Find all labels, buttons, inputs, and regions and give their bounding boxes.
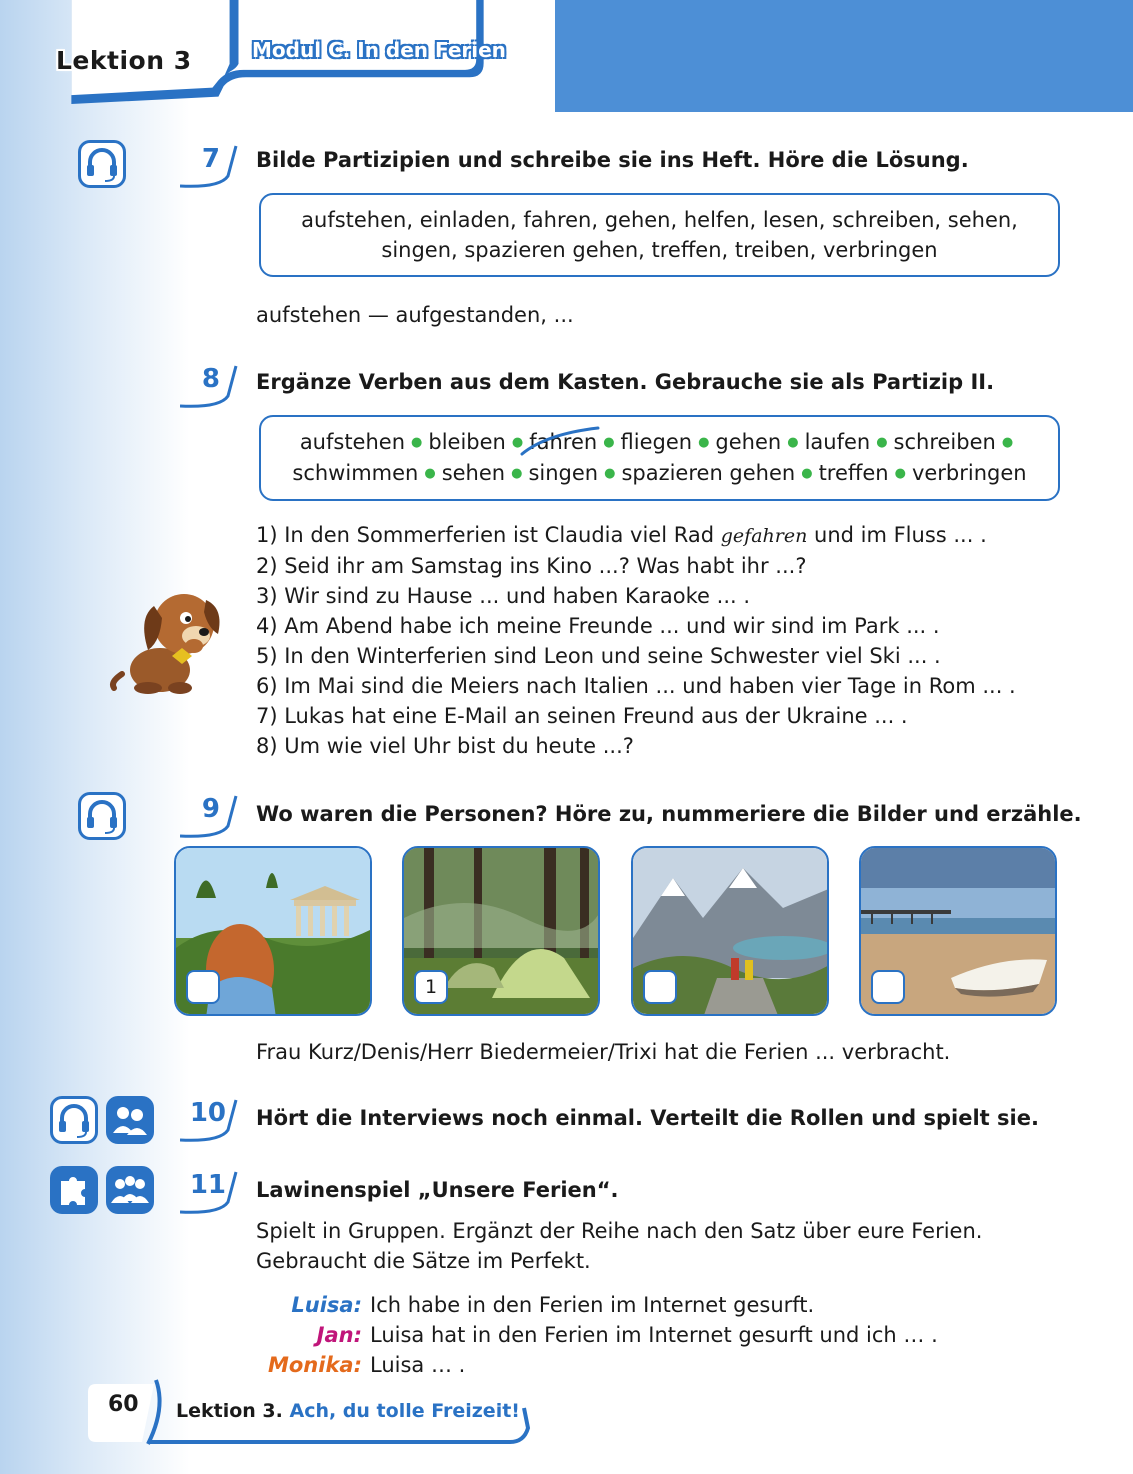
exercise-9-instruction: Wo waren die Personen? Höre zu, nummeriere die Bilder und erzähle. — [256, 802, 1082, 826]
exercise-11-text-line-1: Spielt in Gruppen. Ergänzt der Reihe nach den Satz über eure Ferien. — [256, 1219, 983, 1243]
word-box-item: sehen — [441, 461, 506, 485]
header-band — [555, 0, 1133, 112]
exercise-7-example: aufstehen — aufgestanden, ... — [256, 303, 574, 327]
photo-greece-ruins — [174, 846, 372, 1016]
word-box-item: singen — [528, 461, 599, 485]
group-work-icon — [106, 1166, 154, 1214]
photo-number-box[interactable] — [643, 970, 677, 1004]
pair-work-icon — [106, 1096, 154, 1144]
exercise-item-text: 2) Seid ihr am Samstag ins Kino ...? Was habt ihr ...? — [256, 554, 807, 578]
photo-mountains — [631, 846, 829, 1016]
exercise-item-text: und im Fluss ... . — [807, 523, 987, 547]
photo-forest-camping — [402, 846, 600, 1016]
exercise-item-text: 1) In den Sommerferien ist Claudia viel Rad — [256, 523, 721, 547]
word-box-bullet: ● — [511, 466, 523, 481]
exercise-8-instruction: Ergänze Verben aus dem Kasten. Gebrauche sie als Partizip II. — [256, 370, 995, 394]
exercise-7-number: 7 — [180, 142, 242, 190]
photo-number-box[interactable]: 1 — [414, 970, 448, 1004]
word-box-item: fliegen — [620, 430, 693, 454]
word-box-item: treffen — [818, 461, 889, 485]
left-margin-gradient — [0, 0, 190, 1474]
word-box-bullet: ● — [801, 466, 813, 481]
exercise-7-word-box — [259, 193, 1060, 277]
exercise-8-number: 8 — [180, 362, 242, 410]
dialog-text: Luisa … . — [370, 1353, 466, 1377]
exercise-7-instruction: Bilde Partizipien und schreibe sie ins Heft. Höre die Lösung. — [256, 148, 969, 172]
exercise-11-text-line-2: Gebraucht die Sätze im Perfekt. — [256, 1249, 591, 1273]
word-box-bullet: ● — [424, 466, 436, 481]
photo-number-box[interactable] — [871, 970, 905, 1004]
photo-beach-boat — [859, 846, 1057, 1016]
word-box-bullet: ● — [411, 435, 423, 450]
speaker-name — [236, 1350, 362, 1380]
word-box-item: schwimmen — [292, 461, 419, 485]
word-box-bullet: ● — [604, 466, 616, 481]
word-box-bullet: ● — [603, 435, 615, 450]
word-box-line-1 — [279, 427, 1040, 458]
exercise-10-number: 10 — [180, 1096, 242, 1144]
exercise-item — [256, 731, 1016, 761]
exercise-item — [256, 611, 1016, 641]
word-box-item: schreiben — [893, 430, 996, 454]
dialog-line — [236, 1350, 465, 1380]
word-box-line-1: aufstehen, einladen, fahren, gehen, helfen, lesen, schreiben, sehen, — [301, 208, 1018, 232]
word-box-item: fahren — [529, 430, 598, 454]
dog-mascot-illustration — [108, 588, 226, 696]
footer-title — [176, 1400, 520, 1422]
photo-number-box[interactable] — [186, 970, 220, 1004]
example-answer: gefahren — [720, 525, 808, 547]
exercise-8-list — [256, 520, 1016, 761]
speaker-name-text: Monika — [267, 1353, 354, 1377]
exercise-item — [256, 671, 1016, 701]
module-label: Modul C. In den Ferien — [252, 38, 506, 62]
dialog-text: Ich habe in den Ferien im Internet gesurft. — [370, 1293, 815, 1317]
exercise-item-text: 8) Um wie viel Uhr bist du heute ...? — [256, 734, 634, 758]
lesson-label: Lektion 3 — [56, 46, 192, 75]
word-box-bullet: ● — [698, 435, 710, 450]
exercise-item-text: 7) Lukas hat eine E-Mail an seinen Freund aus der Ukraine ... . — [256, 704, 908, 728]
exercise-item-text: 3) Wir sind zu Hause ... und haben Karaoke ... . — [256, 584, 751, 608]
word-box-bullet: ● — [876, 435, 888, 450]
word-box-item: bleiben — [428, 430, 506, 454]
dialog-line — [236, 1290, 814, 1320]
word-box-item: aufstehen — [299, 430, 406, 454]
speaker-name-text: Luisa — [291, 1293, 354, 1317]
exercise-item — [256, 581, 1016, 611]
word-box-item: gehen — [715, 430, 782, 454]
word-box-bullet: ● — [511, 435, 524, 450]
word-box-bullet: ● — [787, 435, 799, 450]
word-box-line-2: singen, spazieren gehen, treffen, treiben, verbringen — [381, 238, 938, 262]
word-box-bullet: ● — [894, 466, 906, 481]
speaker-name-text: Jan — [316, 1323, 354, 1347]
dialog-line — [236, 1320, 938, 1350]
exercise-item-text: 5) In den Winterferien sind Leon und seine Schwester viel Ski ... . — [256, 644, 941, 668]
puzzle-icon — [50, 1166, 98, 1214]
strikethrough-mark — [516, 424, 606, 460]
word-box-item: verbringen — [911, 461, 1027, 485]
footer-subtitle: Ach, du tolle Freizeit! — [289, 1400, 520, 1422]
dialog-text: Luisa hat in den Ferien im Internet gesurft und ich … . — [370, 1323, 938, 1347]
word-box-item: spazieren gehen — [621, 461, 796, 485]
exercise-item — [256, 551, 1016, 581]
speaker-name — [236, 1320, 362, 1350]
headphones-icon — [78, 792, 126, 840]
headphones-icon — [50, 1096, 98, 1144]
speaker-colon: : — [353, 1323, 362, 1347]
exercise-9-number: 9 — [180, 792, 242, 840]
exercise-item-text: 6) Im Mai sind die Meiers nach Italien ... und haben vier Tage in Rom ... . — [256, 674, 1016, 698]
exercise-8-word-box — [259, 415, 1060, 501]
exercise-10-instruction: Hört die Interviews noch einmal. Verteilt die Rollen und spielt sie. — [256, 1106, 1039, 1130]
exercise-item — [256, 520, 1016, 551]
speaker-colon: : — [353, 1293, 362, 1317]
word-box-line-2 — [279, 458, 1040, 489]
word-box-item: laufen — [804, 430, 871, 454]
exercise-9-sentence: Frau Kurz/Denis/Herr Biedermeier/Trixi hat die Ferien ... verbracht. — [256, 1040, 951, 1064]
exercise-item-text: 4) Am Abend habe ich meine Freunde ... und wir sind im Park ... . — [256, 614, 940, 638]
footer-lesson: Lektion 3. — [176, 1400, 283, 1422]
exercise-item — [256, 641, 1016, 671]
exercise-item — [256, 701, 1016, 731]
page-number: 60 — [108, 1392, 139, 1417]
headphones-icon — [78, 140, 126, 188]
word-box-bullet: ● — [1001, 435, 1014, 450]
exercise-11-instruction: Lawinenspiel „Unsere Ferien“. — [256, 1178, 619, 1202]
exercise-11-text — [256, 1216, 982, 1276]
exercise-11-number: 11 — [180, 1168, 242, 1216]
speaker-name — [236, 1290, 362, 1320]
speaker-colon: : — [353, 1353, 362, 1377]
